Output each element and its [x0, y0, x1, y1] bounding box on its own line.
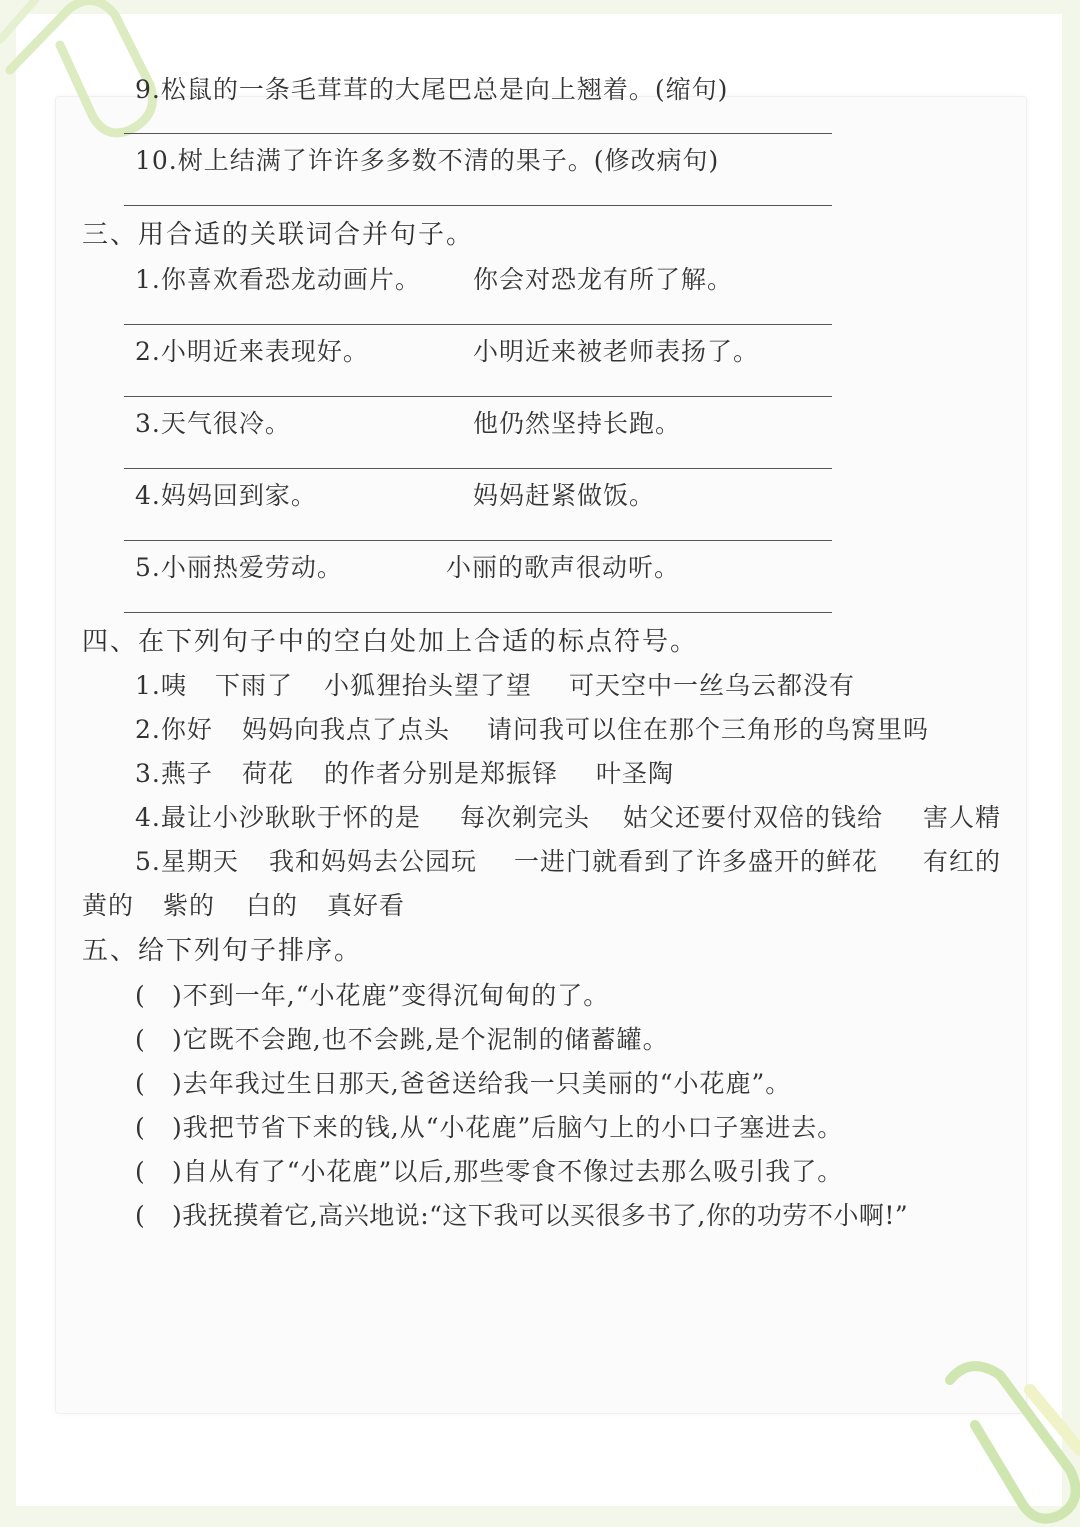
s4-q5-seg: 一进门就看到了许多盛开的鲜花: [514, 847, 879, 876]
order-blank-open: (: [135, 1201, 145, 1230]
s4-q3-seg: 叶圣陶: [596, 759, 675, 788]
s4-q5b-seg: 真好看: [327, 891, 406, 920]
answer-line: [124, 468, 832, 469]
answer-line: [124, 133, 832, 134]
order-sentence-5: )自从有了“小花鹿”以后,那些零食不像过去那么吸引我了。: [172, 1157, 844, 1186]
order-sentence-4: )我把节省下来的钱,从“小花鹿”后脑勺上的小口子塞进去。: [172, 1113, 844, 1142]
s4-q4-seg: 每次剃完头: [460, 803, 591, 832]
s4-q5b-seg: 黄的: [82, 891, 135, 920]
section-4-title: 四、在下列句子中的空白处加上合适的标点符号。: [82, 627, 699, 657]
section-3-item-5-a: 5.小丽热爱劳动。: [135, 553, 343, 582]
answer-line: [124, 612, 832, 613]
section-3-item-4-b: 妈妈赶紧做饭。: [473, 481, 656, 510]
answer-line: [124, 540, 832, 541]
section-3-item-1-b: 你会对恐龙有所了解。: [473, 265, 734, 294]
section-3-item-5-b: 小丽的歌声很动听。: [446, 553, 681, 582]
s4-q5b-seg: 紫的: [163, 891, 216, 920]
s4-q3-seg: 的作者分别是郑振铎: [324, 759, 559, 788]
answer-line: [124, 396, 832, 397]
s4-q2-seg: 2.你好: [135, 715, 213, 744]
s4-q4-seg: 害人精: [923, 803, 1002, 832]
s4-q4-seg: 姑父还要付双倍的钱给: [623, 803, 884, 832]
answer-line: [124, 205, 832, 206]
order-sentence-2: )它既不会跑,也不会跳,是个泥制的储蓄罐。: [172, 1025, 669, 1054]
order-blank-open: (: [135, 1069, 145, 1098]
section-3-item-3-a: 3.天气很冷。: [135, 409, 291, 438]
s4-q2-seg: 妈妈向我点了点头: [242, 715, 451, 744]
s4-q1-seg: 小狐狸抬头望了望: [324, 671, 533, 700]
order-blank-open: (: [135, 1025, 145, 1054]
section-5-title: 五、给下列句子排序。: [82, 936, 363, 966]
order-sentence-3: )去年我过生日那天,爸爸送给我一只美丽的“小花鹿”。: [172, 1069, 792, 1098]
section-3-item-2-a: 2.小明近来表现好。: [135, 337, 369, 366]
order-blank-open: (: [135, 981, 145, 1010]
order-sentence-1: )不到一年,“小花鹿”变得沉甸甸的了。: [172, 981, 610, 1010]
section-3-item-1-a: 1.你喜欢看恐龙动画片。: [135, 265, 421, 294]
s4-q3-seg: 3.燕子: [135, 759, 213, 788]
s4-q5b-seg: 白的: [246, 891, 299, 920]
s4-q1-seg: 可天空中一丝乌云都没有: [569, 671, 856, 700]
s4-q5-seg: 有红的: [923, 847, 1002, 876]
section-3-title: 三、用合适的关联词合并句子。: [82, 220, 475, 250]
order-sentence-6: )我抚摸着它,高兴地说:“这下我可以买很多书了,你的功劳不小啊!”: [172, 1201, 909, 1230]
s4-q5-seg: 我和妈妈去公园玩: [269, 847, 478, 876]
section-3-item-4-a: 4.妈妈回到家。: [135, 481, 317, 510]
s4-q1-seg: 下雨了: [215, 671, 294, 700]
s4-q4-seg: 4.最让小沙耿耿于怀的是: [135, 803, 421, 832]
question-9: 9.松鼠的一条毛茸茸的大尾巴总是向上翘着。(缩句): [135, 75, 729, 104]
order-blank-open: (: [135, 1113, 145, 1142]
s4-q5-seg: 5.星期天: [135, 847, 239, 876]
s4-q2-seg: 请问我可以住在那个三角形的鸟窝里吗: [487, 715, 930, 744]
section-3-item-3-b: 他仍然坚持长跑。: [473, 409, 682, 438]
s4-q1-seg: 1.咦: [135, 671, 187, 700]
answer-line: [124, 324, 832, 325]
s4-q3-seg: 荷花: [242, 759, 295, 788]
order-blank-open: (: [135, 1157, 145, 1186]
question-10: 10.树上结满了许许多多数不清的果子。(修改病句): [135, 146, 720, 175]
section-3-item-2-b: 小明近来被老师表扬了。: [473, 337, 760, 366]
